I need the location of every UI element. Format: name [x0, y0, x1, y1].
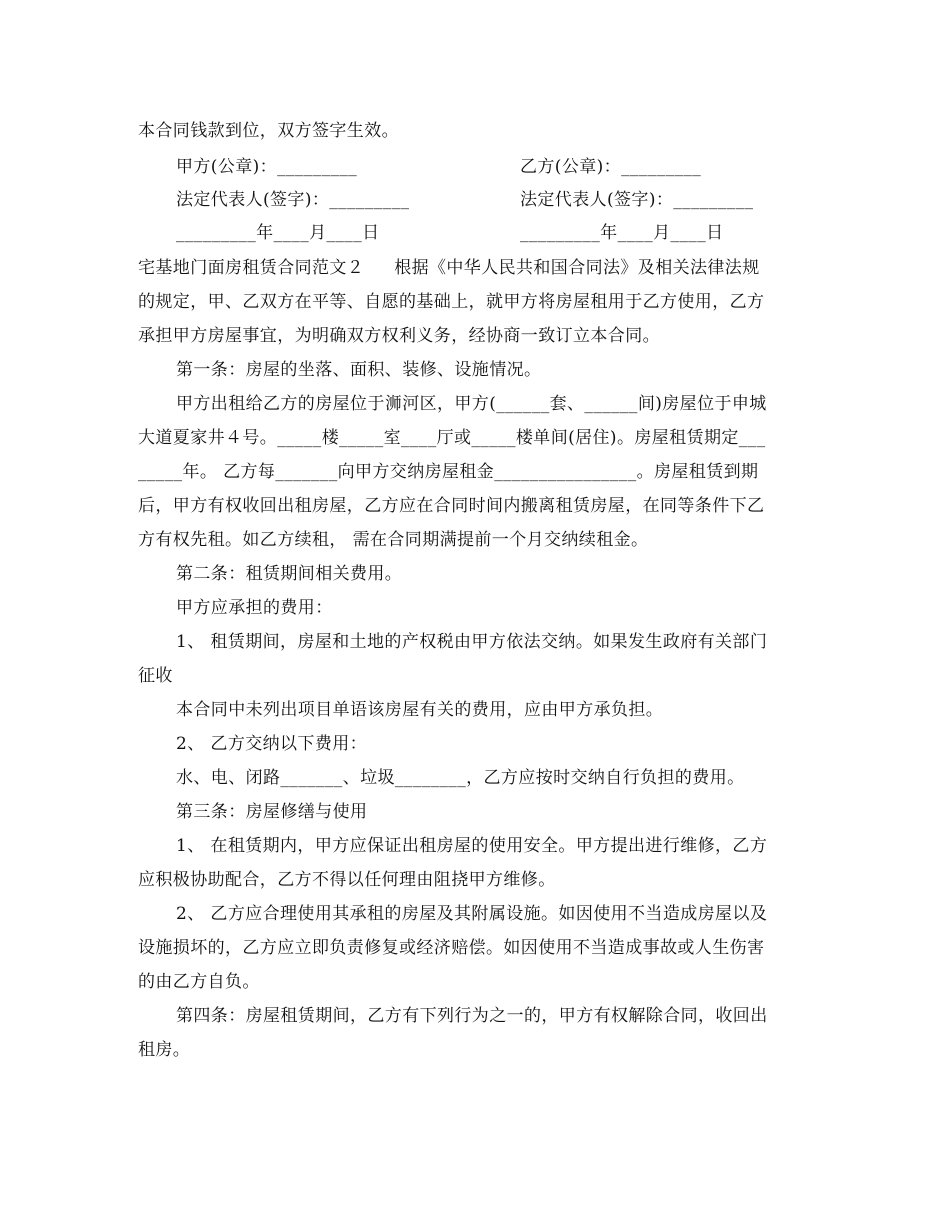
party-b-seal-field: 乙方(公章)：_________ — [520, 157, 702, 177]
paragraph-line: 承担甲方房屋事宜，为明确双方权利义务，经协商一致订立本合同。 — [138, 326, 660, 346]
section-heading-3: 第三条：房屋修缮与使用 — [176, 802, 368, 822]
paragraph-line: 甲方出租给乙方的房屋位于浉河区，甲方(______套、______间)房屋位于申城 — [176, 394, 767, 414]
paragraph-line: 租房。 — [138, 1040, 191, 1060]
paragraph-line: 的由乙方自负。 — [138, 972, 260, 992]
paragraph-line: 本合同钱款到位，双方签字生效。 — [138, 121, 399, 141]
document-title: 宅基地门面房租赁合同范文２ — [138, 258, 365, 278]
list-item: 1、 租赁期间，房屋和土地的产权税由甲方依法交纳。如果发生政府有关部门 — [176, 632, 768, 652]
paragraph-line: 大道夏家井４号。_____楼_____室____厅或_____楼单间(居住)。房屋租赁期定___ — [138, 428, 766, 448]
paragraph-line: 方有权先租。如乙方续租， 需在合同期满提前一个月交纳续租金。 — [138, 530, 649, 550]
section-heading-2: 第二条：租赁期间相关费用。 — [176, 564, 403, 584]
party-a-seal-field: 甲方(公章)：_________ — [176, 157, 358, 177]
party-b-representative-field: 法定代表人(签字)：_________ — [520, 190, 754, 210]
party-b-date-field: _________年____月____日 — [520, 223, 724, 243]
list-item: 1、 在租赁期内，甲方应保证出租房屋的使用安全。甲方提出进行维修，乙方 — [176, 836, 768, 856]
list-item: 2、 乙方应合理使用其承租的房屋及其附属设施。如因使用不当造成房屋以及 — [176, 904, 768, 924]
title-line — [138, 257, 814, 279]
party-a-representative-field: 法定代表人(签字)：_________ — [176, 190, 410, 210]
paragraph-line: 应积极协助配合，乙方不得以任何理由阻挠甲方维修。 — [138, 870, 556, 890]
party-a-date-field: _________年____月____日 — [176, 223, 380, 243]
section-heading-4: 第四条：房屋租赁期间，乙方有下列行为之一的，甲方有权解除合同，收回出 — [176, 1006, 768, 1026]
paragraph-line: 征收 — [138, 666, 173, 686]
section-heading-1: 第一条：房屋的坐落、面积、装修、设施情况。 — [176, 360, 542, 380]
paragraph-line: 水、电、闭路_______、垃圾________，乙方应按时交纳自行负担的费用。 — [176, 768, 745, 788]
paragraph-line: 甲方应承担的费用： — [176, 598, 333, 618]
paragraph-line: 后，甲方有权收回出租房屋，乙方应在合同时间内搬离租赁房屋，在同等条件下乙 — [138, 496, 765, 516]
paragraph-line: 本合同中未列出项目单语该房屋有关的费用，应由甲方承负担。 — [176, 700, 664, 720]
paragraph-text: 根据《中华人民共和国合同法》及相关法律法规 — [394, 258, 760, 278]
paragraph-line: _____年。 乙方每_______向甲方交纳房屋租金________________。房屋租赁到期 — [138, 462, 759, 482]
paragraph-line: 设施损坏的，乙方应立即负责修复或经济赔偿。如因使用不当造成事故或人生伤害 — [138, 938, 765, 958]
paragraph-line: 的规定，甲、乙双方在平等、自愿的基础上，就甲方将房屋租用于乙方使用，乙方 — [138, 292, 765, 312]
list-item: 2、 乙方交纳以下费用： — [176, 734, 368, 754]
